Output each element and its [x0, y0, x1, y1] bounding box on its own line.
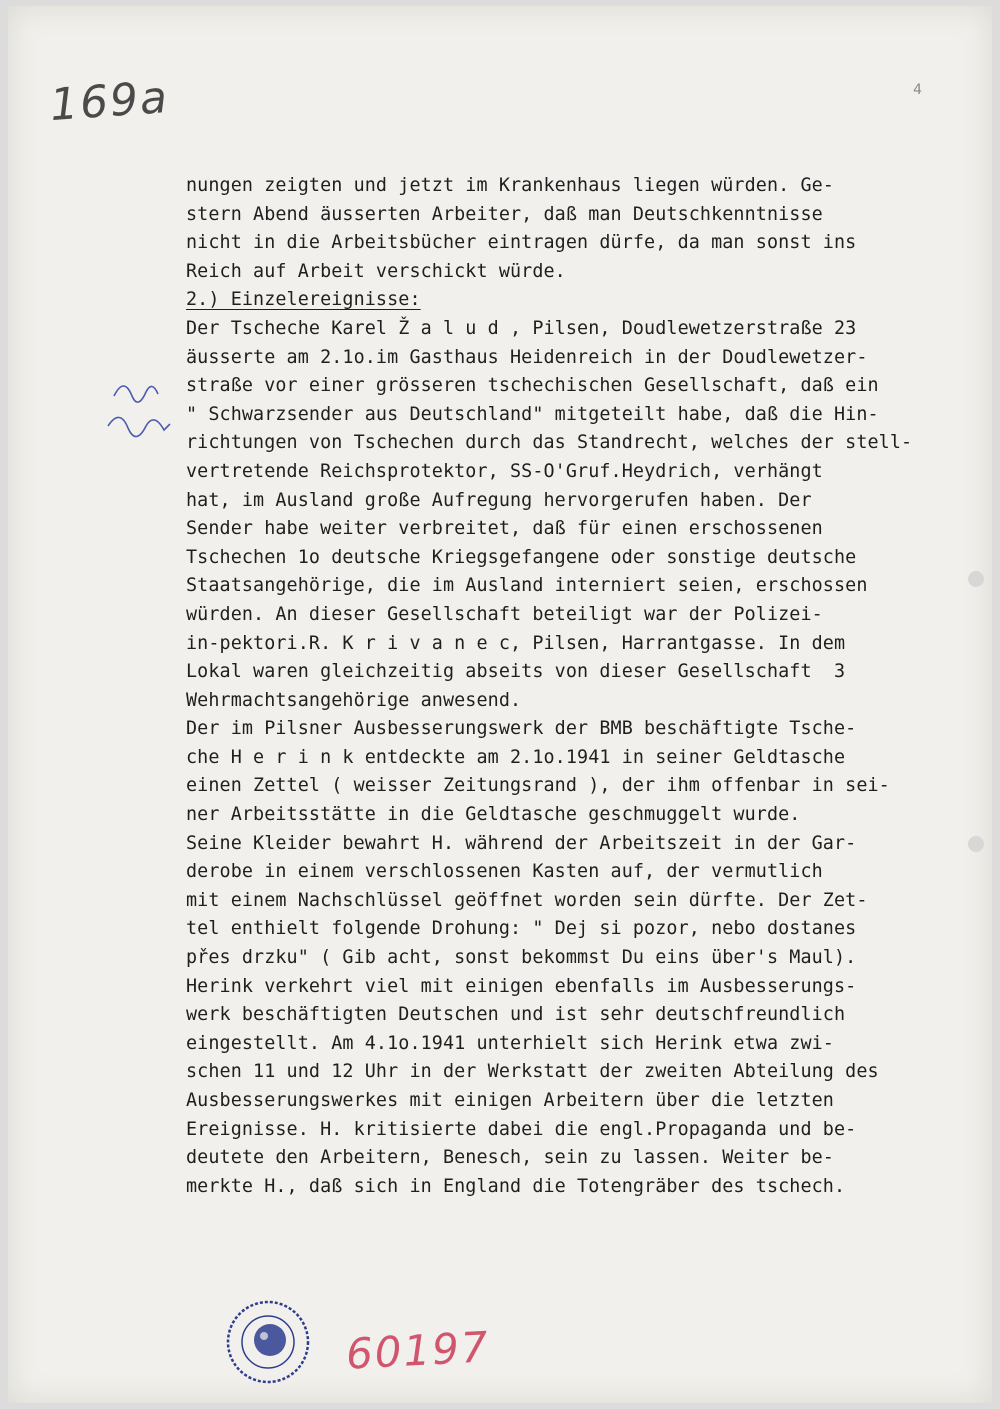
text-line: nicht in die Arbeitsbücher eintragen dürfe, da man sonst ins: [186, 232, 857, 254]
text-line: richtungen von Tschechen durch das Standrecht, welches der stell-: [186, 432, 913, 454]
text-line: derobe in einem verschlossenen Kasten auf, der vermutlich: [186, 861, 823, 883]
text-line: deutete den Arbeitern, Benesch, sein zu lassen. Weiter be-: [186, 1147, 834, 1169]
text-line: werk beschäftigten Deutschen und ist sehr deutschfreundlich: [186, 1004, 846, 1026]
text-line: Sender habe weiter verbreitet, daß für einen erschossenen: [186, 518, 823, 540]
handwritten-archive-number: 60197: [344, 1322, 491, 1379]
text-line: přes drzku" ( Gib acht, sonst bekommst Du eins über's Maul).: [186, 947, 857, 969]
text-line: Wehrmachtsangehörige anwesend.: [186, 689, 522, 711]
typed-text: [186, 172, 986, 1201]
document-page: [8, 6, 992, 1403]
text-line: merkte H., daß sich in England die Totengräber des tschech.: [186, 1175, 846, 1197]
text-line: Tschechen 1o deutsche Kriegsgefangene oder sonstige deutsche: [186, 546, 857, 568]
text-line: mit einem Nachschlüssel geöffnet worden sein dürfte. Der Zet-: [186, 889, 868, 911]
handwritten-page-number: 169a: [48, 71, 171, 132]
text-line: Ereignisse. H. kritisierte dabei die engl.Propaganda und be-: [186, 1118, 857, 1140]
text-line: äusserte am 2.1o.im Gasthaus Heidenreich in der Doudlewetzer-: [186, 346, 868, 368]
text-line: Seine Kleider bewahrt H. während der Arbeitszeit in der Gar-: [186, 832, 857, 854]
text-line: eingestellt. Am 4.1o.1941 unterhielt sich Herink etwa zwi-: [186, 1032, 834, 1054]
text-line: einen Zettel ( weisser Zeitungsrand ), der ihm offenbar in sei-: [186, 775, 890, 797]
text-line: tel enthielt folgende Drohung: " Dej si pozor, nebo dostanes: [186, 918, 857, 940]
text-line: straße vor einer grösseren tschechischen Gesellschaft, daß ein: [186, 375, 879, 397]
text-line: in-pektori.R. K r i v a n e c, Pilsen, Harrantgasse. In dem: [186, 632, 846, 654]
text-line: vertretende Reichsprotektor, SS-O'Gruf.Heydrich, verhängt: [186, 460, 823, 482]
archive-stamp-icon: [220, 1294, 316, 1390]
text-line: " Schwarzsender aus Deutschland" mitgeteilt habe, daß die Hin-: [186, 403, 879, 425]
text-line: ner Arbeitsstätte in die Geldtasche geschmuggelt wurde.: [186, 804, 801, 826]
text-line: nungen zeigten und jetzt im Krankenhaus liegen würden. Ge-: [186, 175, 834, 196]
text-line: stern Abend äusserten Arbeiter, daß man Deutschkenntnisse: [186, 203, 823, 225]
text-line: Der im Pilsner Ausbesserungswerk der BMB beschäftigte Tsche-: [186, 718, 857, 740]
text-line: che H e r i n k entdeckte am 2.1o.1941 in seiner Geldtasche: [186, 746, 846, 768]
text-line: Herink verkehrt viel mit einigen ebenfalls im Ausbesserungs-: [186, 975, 857, 997]
text-line: Der Tscheche Karel Ž a l u d , Pilsen, Doudlewetzerstraße 23: [186, 317, 857, 339]
text-line: Lokal waren gleichzeitig abseits von dieser Gesellschaft 3: [186, 661, 846, 683]
text-line: Reich auf Arbeit verschickt würde.: [186, 260, 566, 282]
text-line: hat, im Ausland große Aufregung hervorgerufen haben. Der: [186, 489, 812, 511]
blue-ink-scribble-icon: [104, 356, 184, 456]
text-line: würden. An dieser Gesellschaft beteiligt war der Polizei-: [186, 603, 823, 625]
text-line: Ausbesserungswerkes mit einigen Arbeitern über die letzten: [186, 1090, 834, 1111]
text-line: Staatsangehörige, die im Ausland interniert seien, erschossen: [186, 575, 868, 597]
corner-mark: 4: [913, 82, 922, 98]
section-heading: 2.) Einzelereignisse:: [186, 289, 421, 311]
text-line: schen 11 und 12 Uhr in der Werkstatt der zweiten Abteilung des: [186, 1061, 879, 1083]
